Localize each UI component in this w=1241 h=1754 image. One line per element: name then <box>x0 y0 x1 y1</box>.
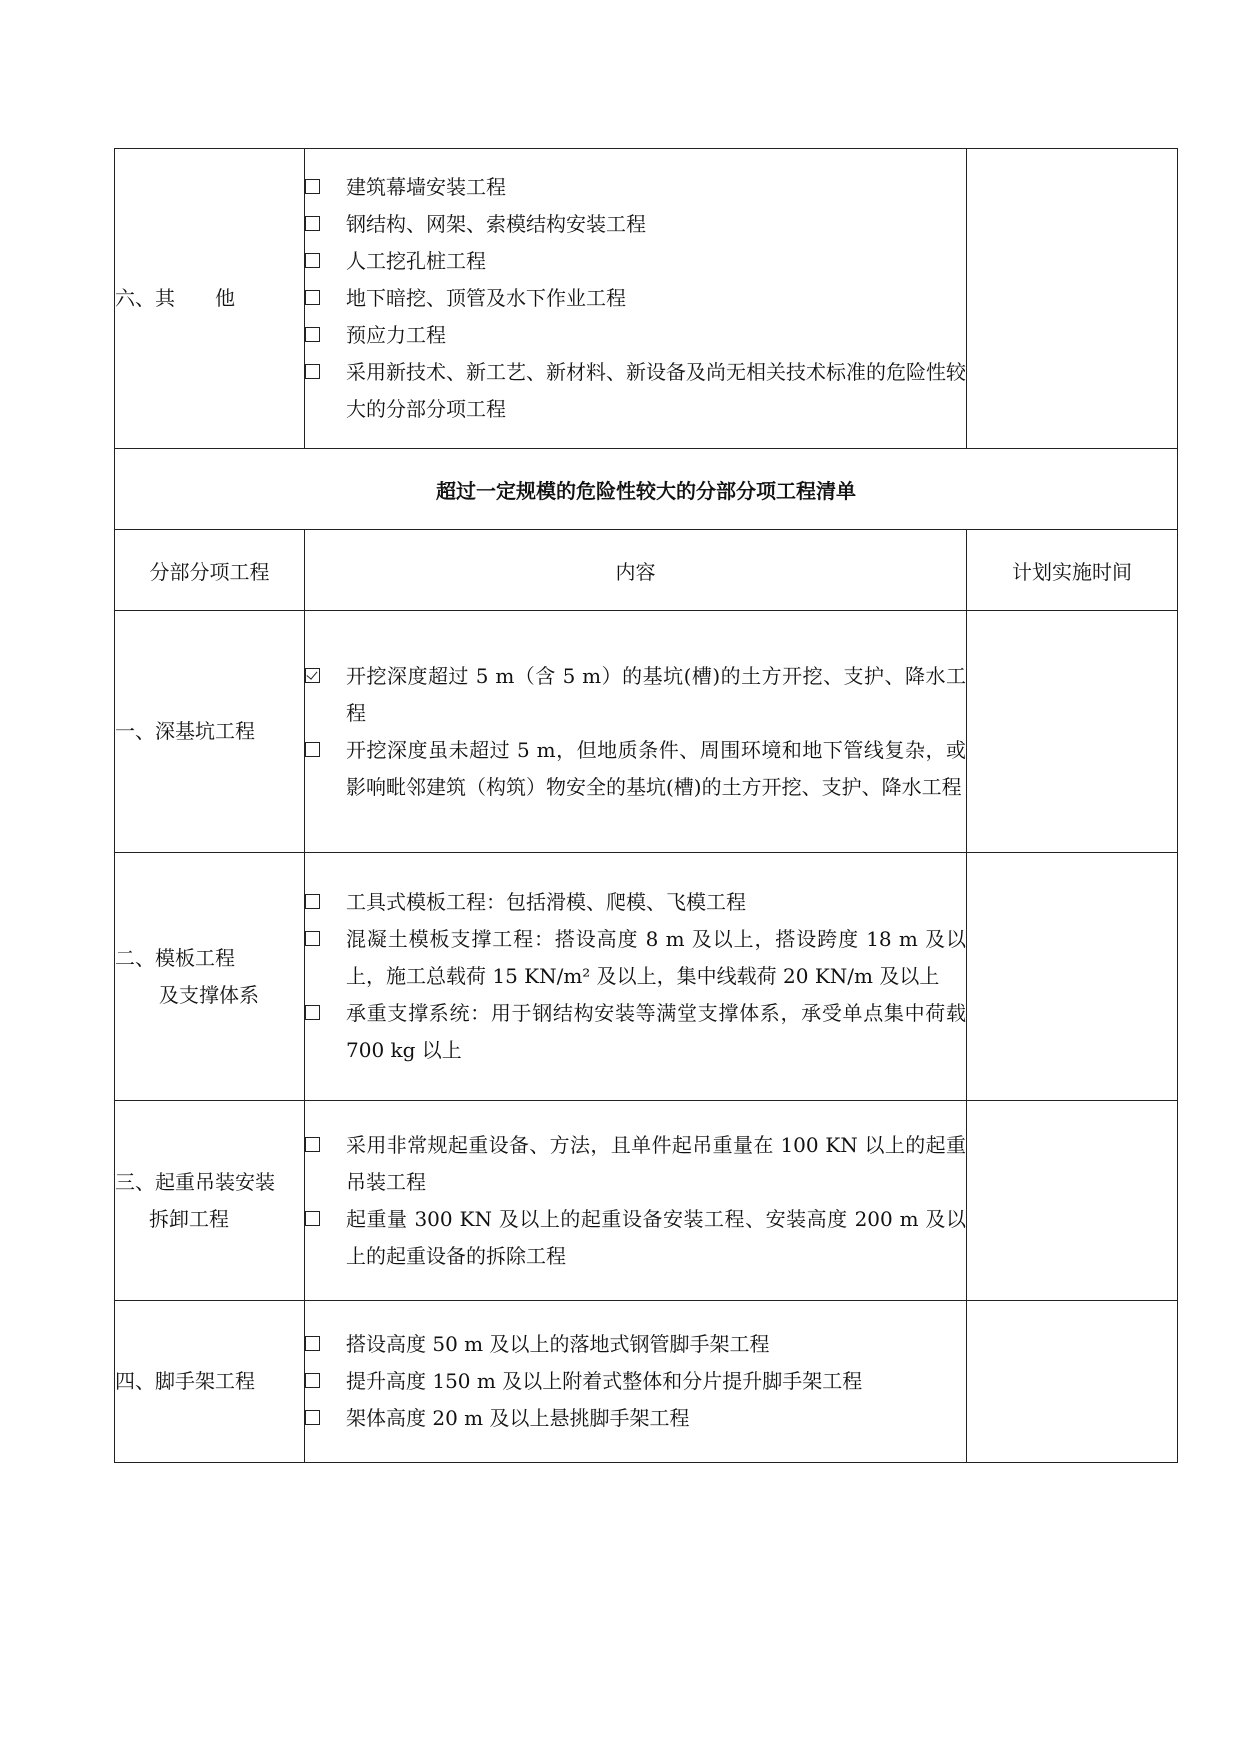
section-banner-row <box>115 449 1178 530</box>
checkbox[interactable] <box>305 179 320 194</box>
category-cell <box>115 1301 305 1463</box>
item-list <box>305 1326 966 1437</box>
checkbox[interactable] <box>305 1211 320 1226</box>
header-row <box>115 530 1178 611</box>
item-text: 开挖深度超过 5 m（含 5 m）的基坑(槽)的土方开挖、支护、降水工程 <box>346 663 966 725</box>
list-item <box>305 1127 966 1201</box>
item-text: 预应力工程 <box>346 323 446 347</box>
item-text: 架体高度 20 m 及以上悬挑脚手架工程 <box>346 1406 690 1430</box>
category-label: 二、模板工程 <box>115 945 235 970</box>
checkbox[interactable] <box>305 216 320 231</box>
list-item <box>305 921 966 995</box>
checkbox[interactable] <box>305 253 320 268</box>
list-item <box>305 1326 966 1363</box>
item-text: 开挖深度虽未超过 5 m，但地质条件、周围环境和地下管线复杂，或影响毗邻建筑（构筑）物安全的基坑(槽)的土方开挖、支护、降水工程 <box>346 737 966 799</box>
category-label: 四、脚手架工程 <box>115 1369 255 1393</box>
items-cell <box>305 1301 967 1463</box>
checkbox[interactable] <box>305 1137 320 1152</box>
list-item <box>305 280 966 317</box>
item-text: 混凝土模板支撑工程：搭设高度 8 m 及以上，搭设跨度 18 m 及以上，施工总载荷 15 KN/m² 及以上，集中线载荷 20 KN/m 及以上 <box>346 927 966 988</box>
item-text: 工具式模板工程：包括滑模、爬模、飞模工程 <box>346 890 746 914</box>
item-list <box>305 658 966 806</box>
item-text: 采用非常规起重设备、方法，且单件起吊重量在 100 KN 以上的起重吊装工程 <box>346 1132 966 1194</box>
category-label-line2: 及支撑体系 <box>159 982 259 1007</box>
planned-time-cell[interactable] <box>967 611 1178 853</box>
category-row-formwork <box>115 853 1178 1101</box>
item-text: 采用新技术、新工艺、新材料、新设备及尚无相关技术标准的危险性较大的分部分项工程 <box>346 360 966 421</box>
list-item <box>305 354 966 428</box>
category-row-other <box>115 149 1178 449</box>
checkbox[interactable] <box>305 742 320 757</box>
item-text: 提升高度 150 m 及以上附着式整体和分片提升脚手架工程 <box>346 1369 863 1393</box>
checkbox[interactable] <box>305 1410 320 1425</box>
header-planned-time: 计划实施时间 <box>967 530 1178 611</box>
category-label: 六、其 他 <box>115 286 235 310</box>
checkbox[interactable] <box>305 1373 320 1388</box>
items-cell <box>305 611 967 853</box>
checkbox[interactable] <box>305 1005 320 1020</box>
category-label-line2: 拆卸工程 <box>149 1206 229 1231</box>
category-cell <box>115 1101 305 1301</box>
section-title: 超过一定规模的危险性较大的分部分项工程清单 <box>115 449 1178 530</box>
planned-time-cell[interactable] <box>967 1301 1178 1463</box>
checkbox[interactable] <box>305 894 320 909</box>
planned-time-cell[interactable] <box>967 149 1178 449</box>
category-cell <box>115 611 305 853</box>
checkbox[interactable] <box>305 931 320 946</box>
list-item <box>305 732 966 806</box>
items-cell <box>305 1101 967 1301</box>
item-text: 搭设高度 50 m 及以上的落地式钢管脚手架工程 <box>346 1332 770 1356</box>
list-item <box>305 884 966 921</box>
category-label: 三、起重吊装安装 <box>115 1169 275 1194</box>
hazard-project-table <box>114 148 1178 1463</box>
checkbox[interactable] <box>305 364 320 379</box>
planned-time-cell[interactable] <box>967 1101 1178 1301</box>
list-item <box>305 317 966 354</box>
item-list <box>305 169 966 428</box>
item-text: 钢结构、网架、索模结构安装工程 <box>346 212 646 236</box>
category-label: 一、深基坑工程 <box>115 719 255 743</box>
item-list <box>305 1127 966 1275</box>
item-list <box>305 884 966 1069</box>
checkbox[interactable] <box>305 668 320 683</box>
list-item <box>305 995 966 1069</box>
category-row-hoisting <box>115 1101 1178 1301</box>
header-project: 分部分项工程 <box>115 530 305 611</box>
list-item <box>305 243 966 280</box>
items-cell <box>305 853 967 1101</box>
list-item <box>305 658 966 732</box>
checkbox[interactable] <box>305 290 320 305</box>
item-text: 建筑幕墙安装工程 <box>346 175 506 199</box>
list-item <box>305 1400 966 1437</box>
item-text: 起重量 300 KN 及以上的起重设备安装工程、安装高度 200 m 及以上的起重设备的拆除工程 <box>346 1206 966 1268</box>
items-cell <box>305 149 967 449</box>
category-cell <box>115 853 305 1101</box>
item-text: 承重支撑系统：用于钢结构安装等满堂支撑体系，承受单点集中荷载 700 kg 以上 <box>346 1001 966 1062</box>
list-item <box>305 206 966 243</box>
header-content: 内容 <box>305 530 967 611</box>
planned-time-cell[interactable] <box>967 853 1178 1101</box>
list-item <box>305 169 966 206</box>
item-text: 地下暗挖、顶管及水下作业工程 <box>346 286 626 310</box>
category-cell <box>115 149 305 449</box>
checkbox[interactable] <box>305 327 320 342</box>
category-row-deep-foundation-pit <box>115 611 1178 853</box>
category-row-scaffolding <box>115 1301 1178 1463</box>
item-text: 人工挖孔桩工程 <box>346 249 486 273</box>
checkbox[interactable] <box>305 1336 320 1351</box>
list-item <box>305 1201 966 1275</box>
list-item <box>305 1363 966 1400</box>
